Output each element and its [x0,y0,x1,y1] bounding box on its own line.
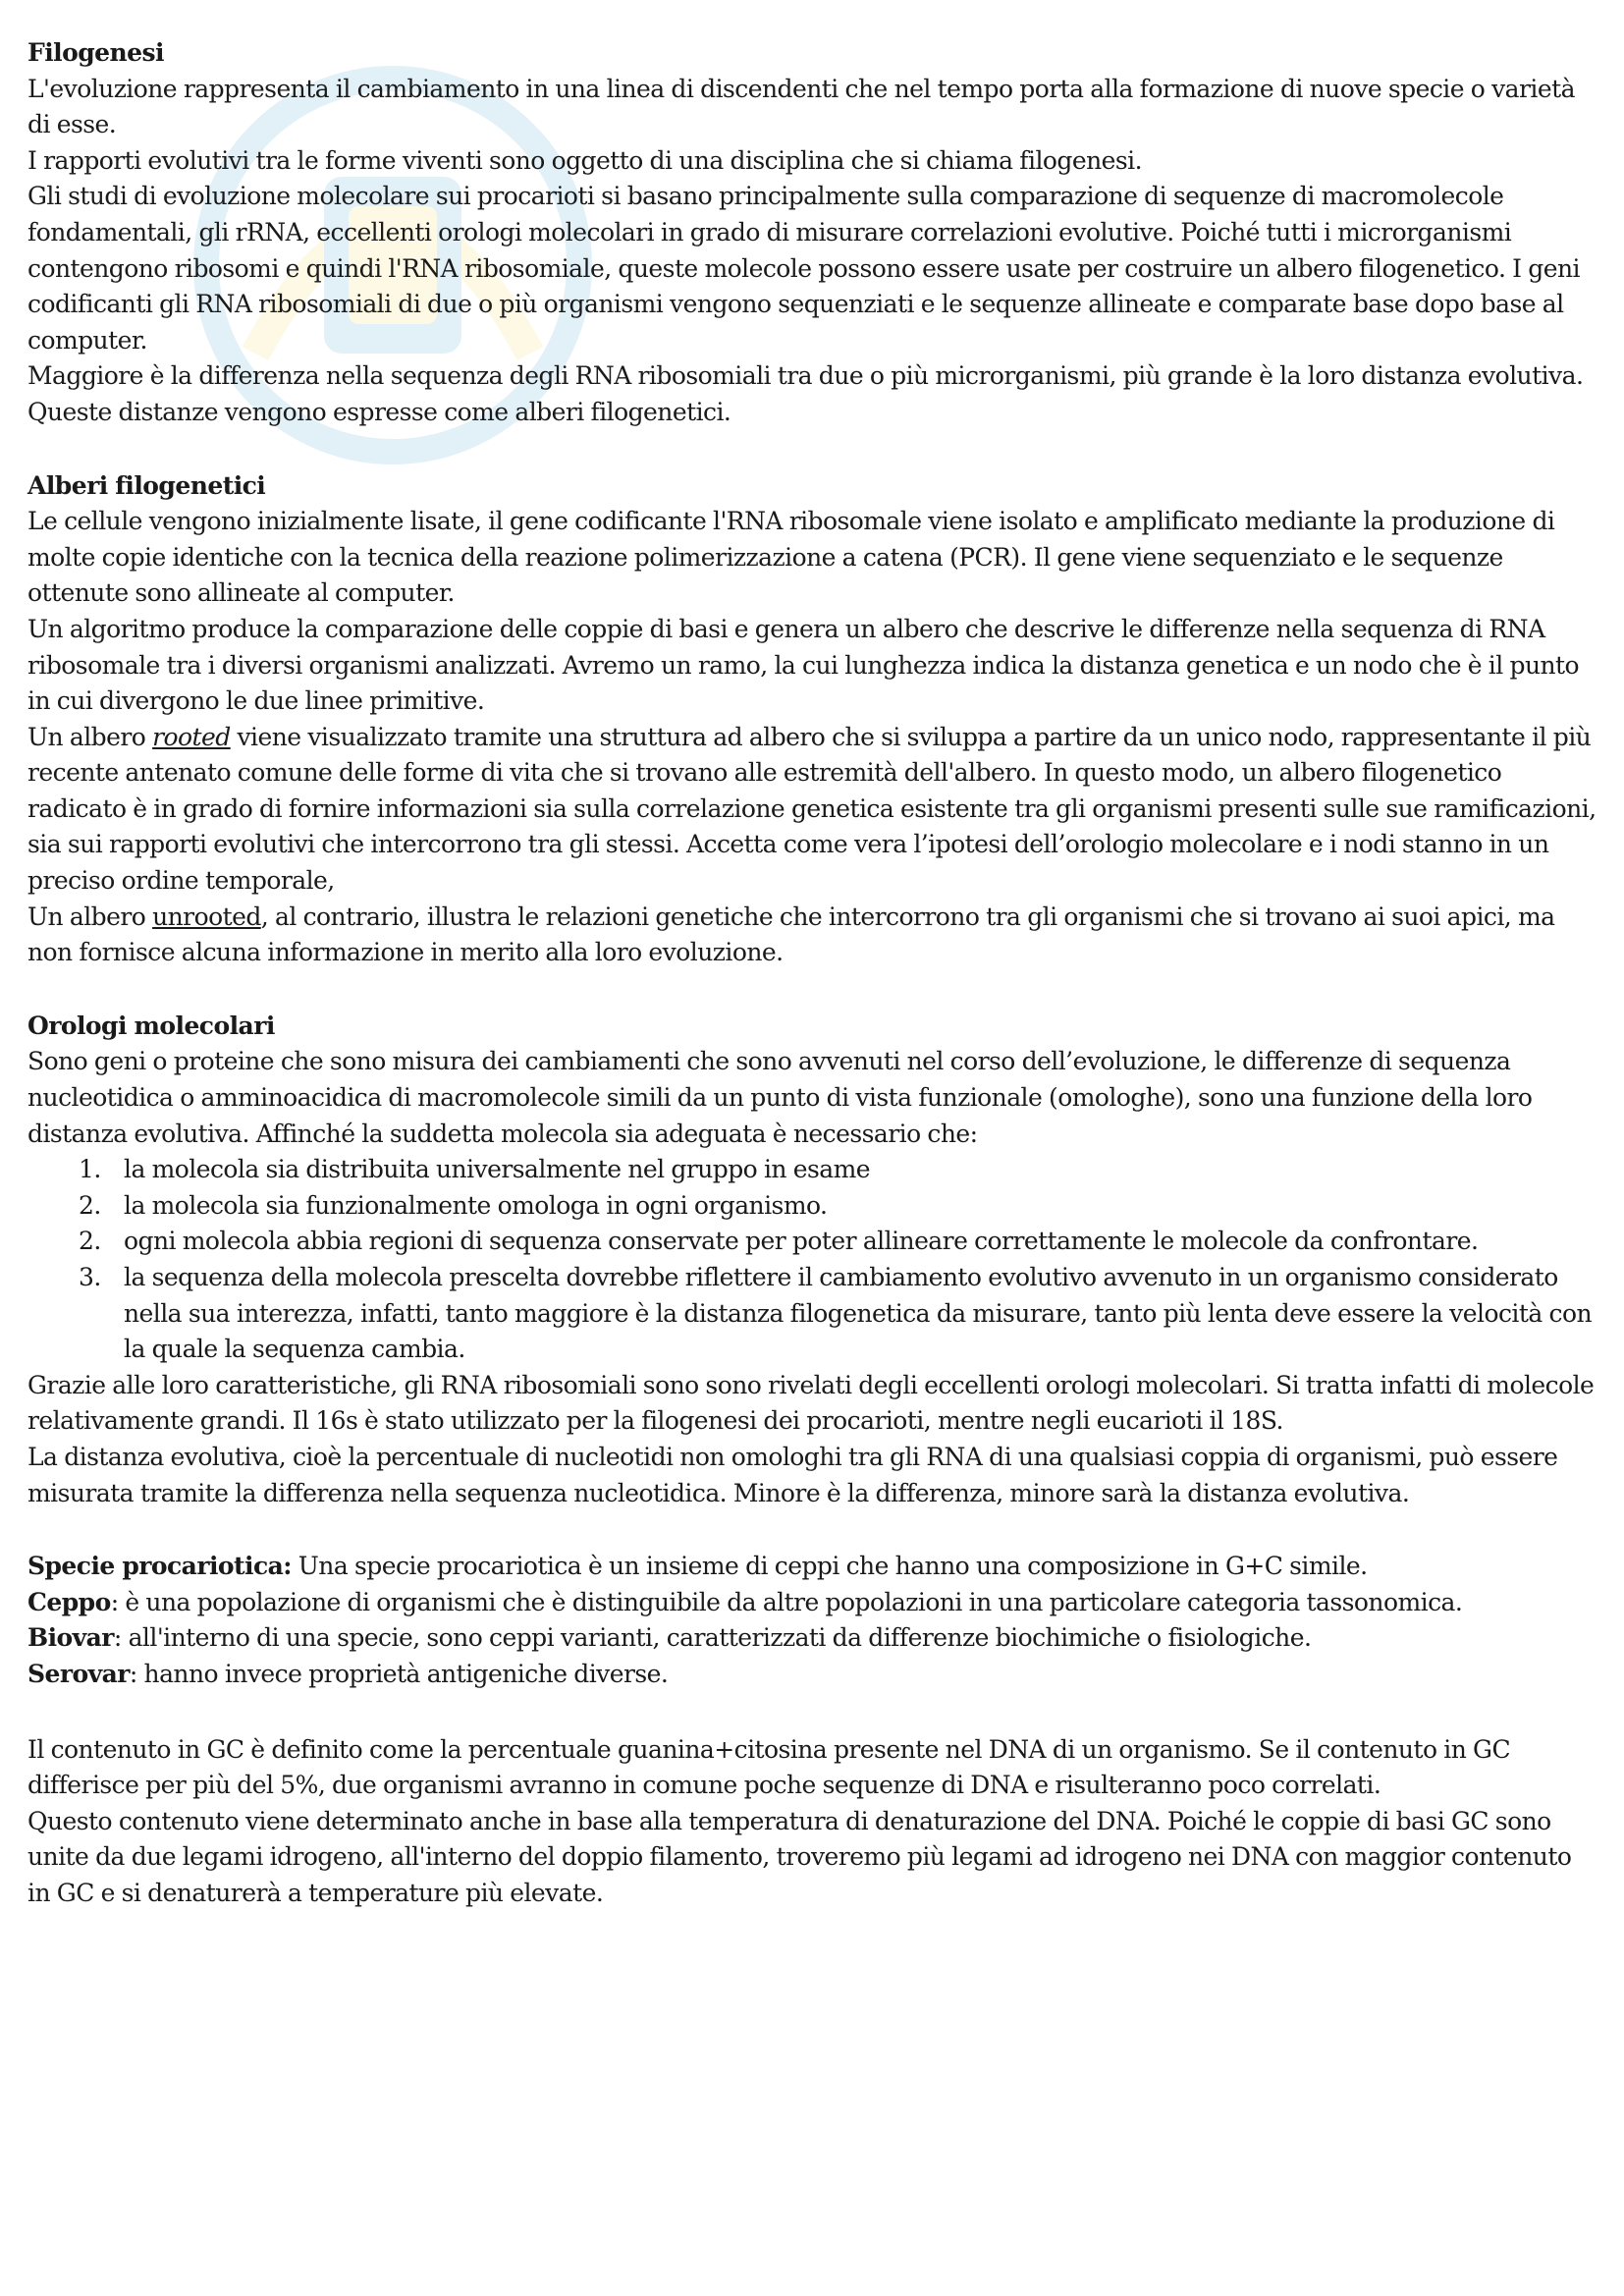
paragraph: Il contenuto in GC è definito come la percentuale guanina+citosina presente nel DNA di un organismo. Se il contenuto in GC differisce per più del 5%, due organismi avranno in comune poche sequenze di DNA e risulteranno poco correlati. [27,1734,1511,1800]
list-number: 1. [79,1155,101,1184]
definition-term: Biovar [27,1623,114,1653]
paragraph: Questo contenuto viene determinato anche in base alla temperatura di denaturazione del DNA. Poiché le coppie di basi GC sono unite da due legami idrogeno, all'interno del doppio filamento, troveremo più legami ad idrogeno nei DNA con maggior contenuto in GC e si denaturerà a temperature più elevate. [27,1806,1572,1907]
paragraph-rooted [27,720,1597,900]
definition-ceppo [27,1585,1597,1621]
paragraph: L'evoluzione rappresenta il cambiamento in una linea di discendenti che nel tempo porta alla formazione di nuove specie o varietà di esse. [27,74,1575,139]
list-number: 3. [79,1263,101,1291]
text-run: viene visualizzato tramite una struttura ad albero che si sviluppa a partire da un unico nodo, rappresentante il più recente antenato comune delle forme di vita che si trovano alle estremità dell'albero. In questo modo, un albero filogenetico radicato è in grado di fornire informazioni sia sulla correlazione genetica esistente tra gli organismi presenti sulle sue ramificazioni, sia sui rapporti evolutivi che intercorrono tra gli stessi. Accetta come vera l’ipotesi dell’orologio molecolare e i nodi stanno in un preciso ordine temporale, [27,722,1597,896]
list-text: la molecola sia funzionalmente omologa in ogni organismo. [124,1190,828,1220]
definition-term: Serovar [27,1659,130,1688]
text-run: Un albero [27,902,153,931]
list-text: la molecola sia distribuita universalmente nel gruppo in esame [124,1155,871,1184]
heading-orologi-molecolari: Orologi molecolari [27,1011,275,1040]
definition-text: : all'interno di una specie, sono ceppi varianti, caratterizzati da differenze biochimiche o fisiologiche. [113,1623,1312,1653]
paragraph: Le cellule vengono inizialmente lisate, il gene codificante l'RNA ribosomale viene isolato e amplificato mediante la produzione di molte copie identiche con la tecnica della reazione polimerizzazione a catena (PCR). Il gene viene sequenziato e le sequenze ottenute sono allineate al computer. [27,507,1555,608]
paragraph: Maggiore è la differenza nella sequenza degli RNA ribosomiali tra due o più microrganismi, più grande è la loro distanza evolutiva. Queste distanze vengono espresse come alberi filogenetici. [27,361,1584,426]
paragraph: Un algoritmo produce la comparazione delle coppie di basi e genera un albero che descrive le differenze nella sequenza di RNA ribosomale tra i diversi organismi analizzati. Avremo un ramo, la cui lunghezza indica la distanza genetica e un nodo che è il punto in cui divergono le due linee primitive. [27,614,1580,716]
list-item [27,1152,1597,1188]
paragraph: Gli studi di evoluzione molecolare sui procarioti si basano principalmente sulla comparazione di sequenze di macromolecole fondamentali, gli rRNA, eccellenti orologi molecolari in grado di misurare correlazioni evolutive. Poiché tutti i microrganismi contengono ribosomi e quindi l'RNA ribosomiale, queste molecole possono essere usate per costruire un albero filogenetico. I geni codificanti gli RNA ribosomiali di due o più organismi vengono sequenziati e le sequenze allineate e comparate base dopo base al computer. [27,182,1580,355]
list-item [27,1188,1597,1225]
text-run: Un albero [27,722,153,751]
requirements-list [27,1152,1597,1368]
list-text: ogni molecola abbia regioni di sequenza conservate per poter allineare correttamente le molecole da confrontare. [124,1227,1479,1256]
definition-text: : hanno invece proprietà antigeniche diverse. [129,1659,669,1688]
definition-serovar [27,1657,1597,1693]
heading-alberi-filogenetici: Alberi filogenetici [27,470,266,500]
list-item [27,1260,1597,1368]
list-item [27,1224,1597,1260]
list-text: la sequenza della molecola prescelta dovrebbe riflettere il cambiamento evolutivo avvenuto in un organismo considerato nella sua interezza, infatti, tanto maggiore è la distanza filogenetica da misurare, tanto più lenta deve essere la velocità con la quale la sequenza cambia. [124,1263,1592,1364]
heading-filogenesi: Filogenesi [27,38,164,67]
definition-text: Una specie procariotica è un insieme di ceppi che hanno una composizione in G+C simile. [291,1552,1368,1581]
document-page [27,35,1597,1912]
paragraph: Grazie alle loro caratteristiche, gli RNA ribosomiali sono sono rivelati degli eccellenti orologi molecolari. Si tratta infatti di molecole relativamente grandi. Il 16s è stato utilizzato per la filogenesi dei procarioti, mentre negli eucarioti il 18S. [27,1370,1595,1436]
definition-term: Ceppo [27,1587,111,1616]
definition-text: : è una popolazione di organismi che è distinguibile da altre popolazioni in una particolare categoria tassonomica. [110,1587,1463,1616]
definition-term: Specie procariotica: [27,1552,292,1581]
paragraph: I rapporti evolutivi tra le forme viventi sono oggetto di una disciplina che si chiama filogenesi. [27,145,1143,175]
paragraph: Sono geni o proteine che sono misura dei cambiamenti che sono avvenuti nel corso dell’evoluzione, le differenze di sequenza nucleotidica o amminoacidica di macromolecole simili da un punto di vista funzionale (omologhe), sono una funzione della loro distanza evolutiva. Affinché la suddetta molecola sia adeguata è necessario che: [27,1047,1533,1148]
text-run: , al contrario, illustra le relazioni genetiche che intercorrono tra gli organismi che si trovano ai suoi apici, ma non fornisce alcuna informazione in merito alla loro evoluzione. [27,902,1555,967]
term-unrooted: unrooted [152,902,261,931]
paragraph: La distanza evolutiva, cioè la percentuale di nucleotidi non omologhi tra gli RNA di una qualsiasi coppia di organismi, può essere misurata tramite la differenza nella sequenza nucleotidica. Minore è la differenza, minore sarà la distanza evolutiva. [27,1442,1558,1507]
definition-biovar [27,1620,1597,1657]
list-number: 2. [79,1227,101,1256]
term-rooted: rooted [152,722,231,751]
list-number: 2. [79,1190,101,1220]
paragraph-unrooted [27,900,1597,971]
definition-specie [27,1549,1597,1585]
